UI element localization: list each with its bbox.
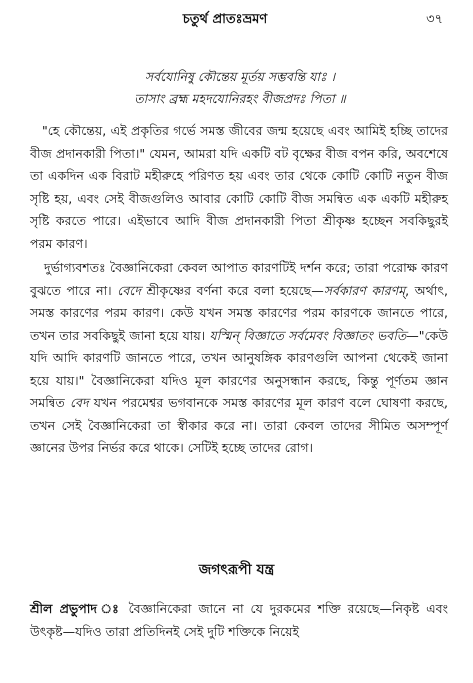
- italic-term: সর্বকারণ কারণম্‌: [323, 282, 406, 298]
- dialogue-text: বৈজ্ঞানিকেরা জানে না যে দুরকমের শক্তি রয়েছে—নিকৃষ্ট এবং উৎকৃষ্ট—যদিও তারা প্রতিদিনই সেই দুটি শক্তিকে নিয়েই: [30, 601, 449, 639]
- section-heading: জগৎরূপী যন্ত্র: [198, 562, 275, 578]
- sanskrit-verse: [40, 66, 440, 110]
- verse-line-1: সর্বযোনিষু কৌন্তেয় মূর্তয় সম্ভবন্তি যাঃ ।: [144, 69, 336, 84]
- paragraph-causes: [30, 257, 448, 460]
- verse-line-2: তাসাং ব্রহ্ম মহদযোনিরহং বীজপ্রদঃ পিতা ॥: [134, 91, 346, 106]
- text-span: শ্রীকৃষ্ণের বর্ণনা করে বলা হয়েছে—: [140, 282, 324, 298]
- body-text: [30, 120, 448, 460]
- text-span: —"কেউ যদি আদি কারণটি জানতে পারে, তখন আনুষঙ্গিক কারণগুলি আপনা থেকেই জানা হয়ে যায়।" বৈজ্ঞানিকেরা যদিও মূল কারণের অনুসন্ধান করছে, কিন্তু পূর্ণতম জ্ঞান সমন্বিত: [30, 327, 449, 410]
- text-span: দুর্ভাগ্যবশতঃ বৈজ্ঞানিকেরা কেবল আপাত কারণটিই দর্শন করে; তারা পরোক্ষ কারণ বুঝতে পারে না।: [30, 260, 448, 298]
- text-span: , অর্থাৎ, সমস্ত কারণের পরম কারণ। কেউ যখন সমস্ত কারণের পরম কারণকে জানতে পারে, তখন তার সবকিছুই জানা হয়ে যায়।: [30, 282, 448, 343]
- page-header: [0, 6, 473, 36]
- italic-term: বেদ: [69, 395, 89, 410]
- speaker-label: শ্রীল প্রভুপাদ ঃ: [30, 601, 122, 616]
- italic-term: বেদে: [117, 282, 141, 298]
- italic-quote: যস্মিন্‌ বিজ্ঞাতে সর্বমেবং বিজ্ঞাতং ভবতি: [209, 327, 407, 343]
- page-number: ৩৭: [426, 12, 443, 27]
- dialogue-paragraph: [30, 598, 448, 643]
- text-span: যখন পরমেশ্বর ভগবানকে সমস্ত কারণের মূল কারণ বলে ঘোষণা করছে, তখন সেই বৈজ্ঞানিকেরা তা স্বীকার করে না। তারা কেবল তাদের সীমিত অসম্পূর্ণ জ্ঞানের উপর নির্ভর করে থাকে। সেটিই হচ্ছে তাদের রোগ।: [30, 395, 448, 455]
- paragraph-translation: "হে কৌন্তেয়, এই প্রকৃতির গর্ভে সমস্ত জীবের জন্ম হয়েছে এবং আমিই হচ্ছি তাদের বীজ প্রদানকারী পিতা।" যেমন, আমরা যদি একটি বট বৃক্ষের বীজ বপন করি, অবশেষে তা একদিন এক বিরাট মহীরুহে পরিণত হয় এবং তার থেকে কোটি কোটি নতুন বীজ সৃষ্টি হয়, এবং সেই বীজগুলিও আবার কোটি কোটি বীজ সমন্বিত এক একটি মহীরুহ সৃষ্টি করতে পারে। এইভাবে আদি বীজ প্রদানকারী পিতা শ্রীকৃষ্ণ হচ্ছেন সবকিছুরই পরম কারণ।: [30, 123, 448, 251]
- running-title: চতুর্থ প্রাতঃভ্রমণ: [182, 12, 268, 27]
